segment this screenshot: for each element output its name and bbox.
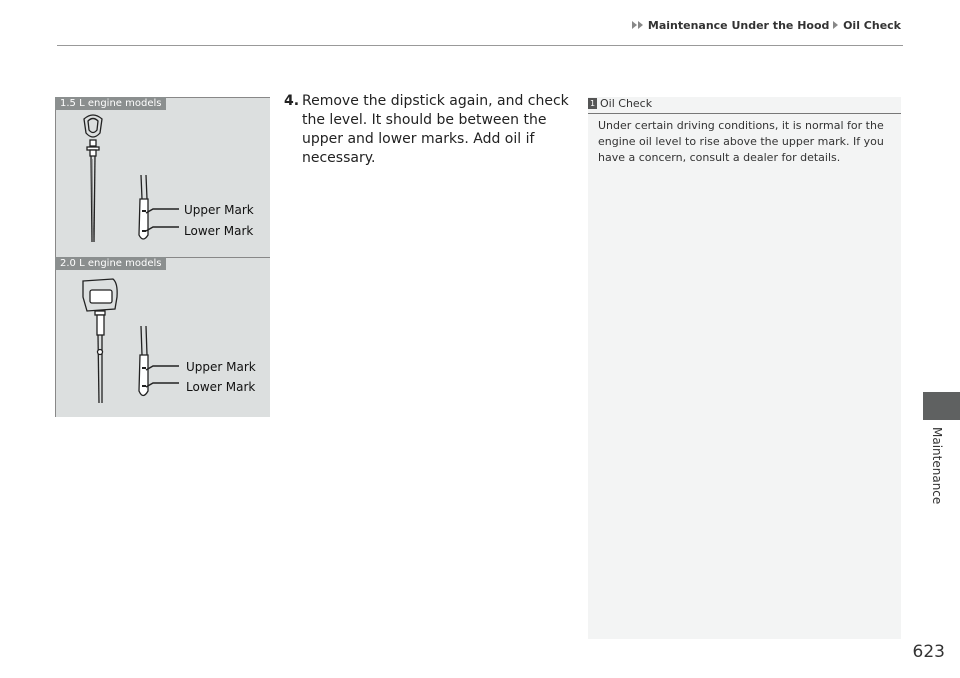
note-body: Under certain driving conditions, it is normal for the engine oil level to rise above the upper mark. If you have a concern, consult a dealer for details.	[598, 119, 884, 164]
figure-tag-2-0l: 2.0 L engine models	[55, 257, 166, 270]
reference-icon: 1	[589, 99, 596, 108]
breadcrumb-item-page[interactable]: Oil Check	[843, 19, 901, 32]
dipstick-tip-icon	[139, 175, 148, 239]
breadcrumb	[500, 19, 901, 32]
upper-mark-label: Upper Mark	[186, 360, 256, 374]
figure-tag-1-5l: 1.5 L engine models	[55, 97, 166, 110]
note-sidebar	[588, 97, 901, 639]
upper-mark-label: Upper Mark	[184, 203, 254, 217]
header-rule	[57, 45, 903, 46]
note-header	[588, 97, 901, 114]
note-title[interactable]: Oil Check	[600, 97, 653, 110]
step-number: 4.	[284, 93, 300, 109]
lower-mark-label: Lower Mark	[186, 380, 256, 394]
dipstick-handle-icon	[84, 115, 102, 242]
section-tab[interactable]	[923, 392, 960, 420]
breadcrumb-arrow-icon	[833, 21, 838, 29]
breadcrumb-arrow-icon	[638, 21, 643, 29]
breadcrumb-item-section[interactable]: Maintenance Under the Hood	[647, 19, 830, 32]
dipstick-tip-icon	[139, 326, 148, 396]
step-4	[284, 92, 574, 168]
dipstick-handle-icon	[83, 279, 117, 403]
section-tab-label: Maintenance	[930, 427, 944, 505]
page-number: 623	[912, 642, 945, 662]
step-text: Remove the dipstick again, and check the level. It should be between the upper and lower marks. Add oil if necessary.	[302, 93, 569, 166]
breadcrumb-arrow-icon	[632, 21, 637, 29]
lower-mark-label: Lower Mark	[184, 224, 254, 238]
